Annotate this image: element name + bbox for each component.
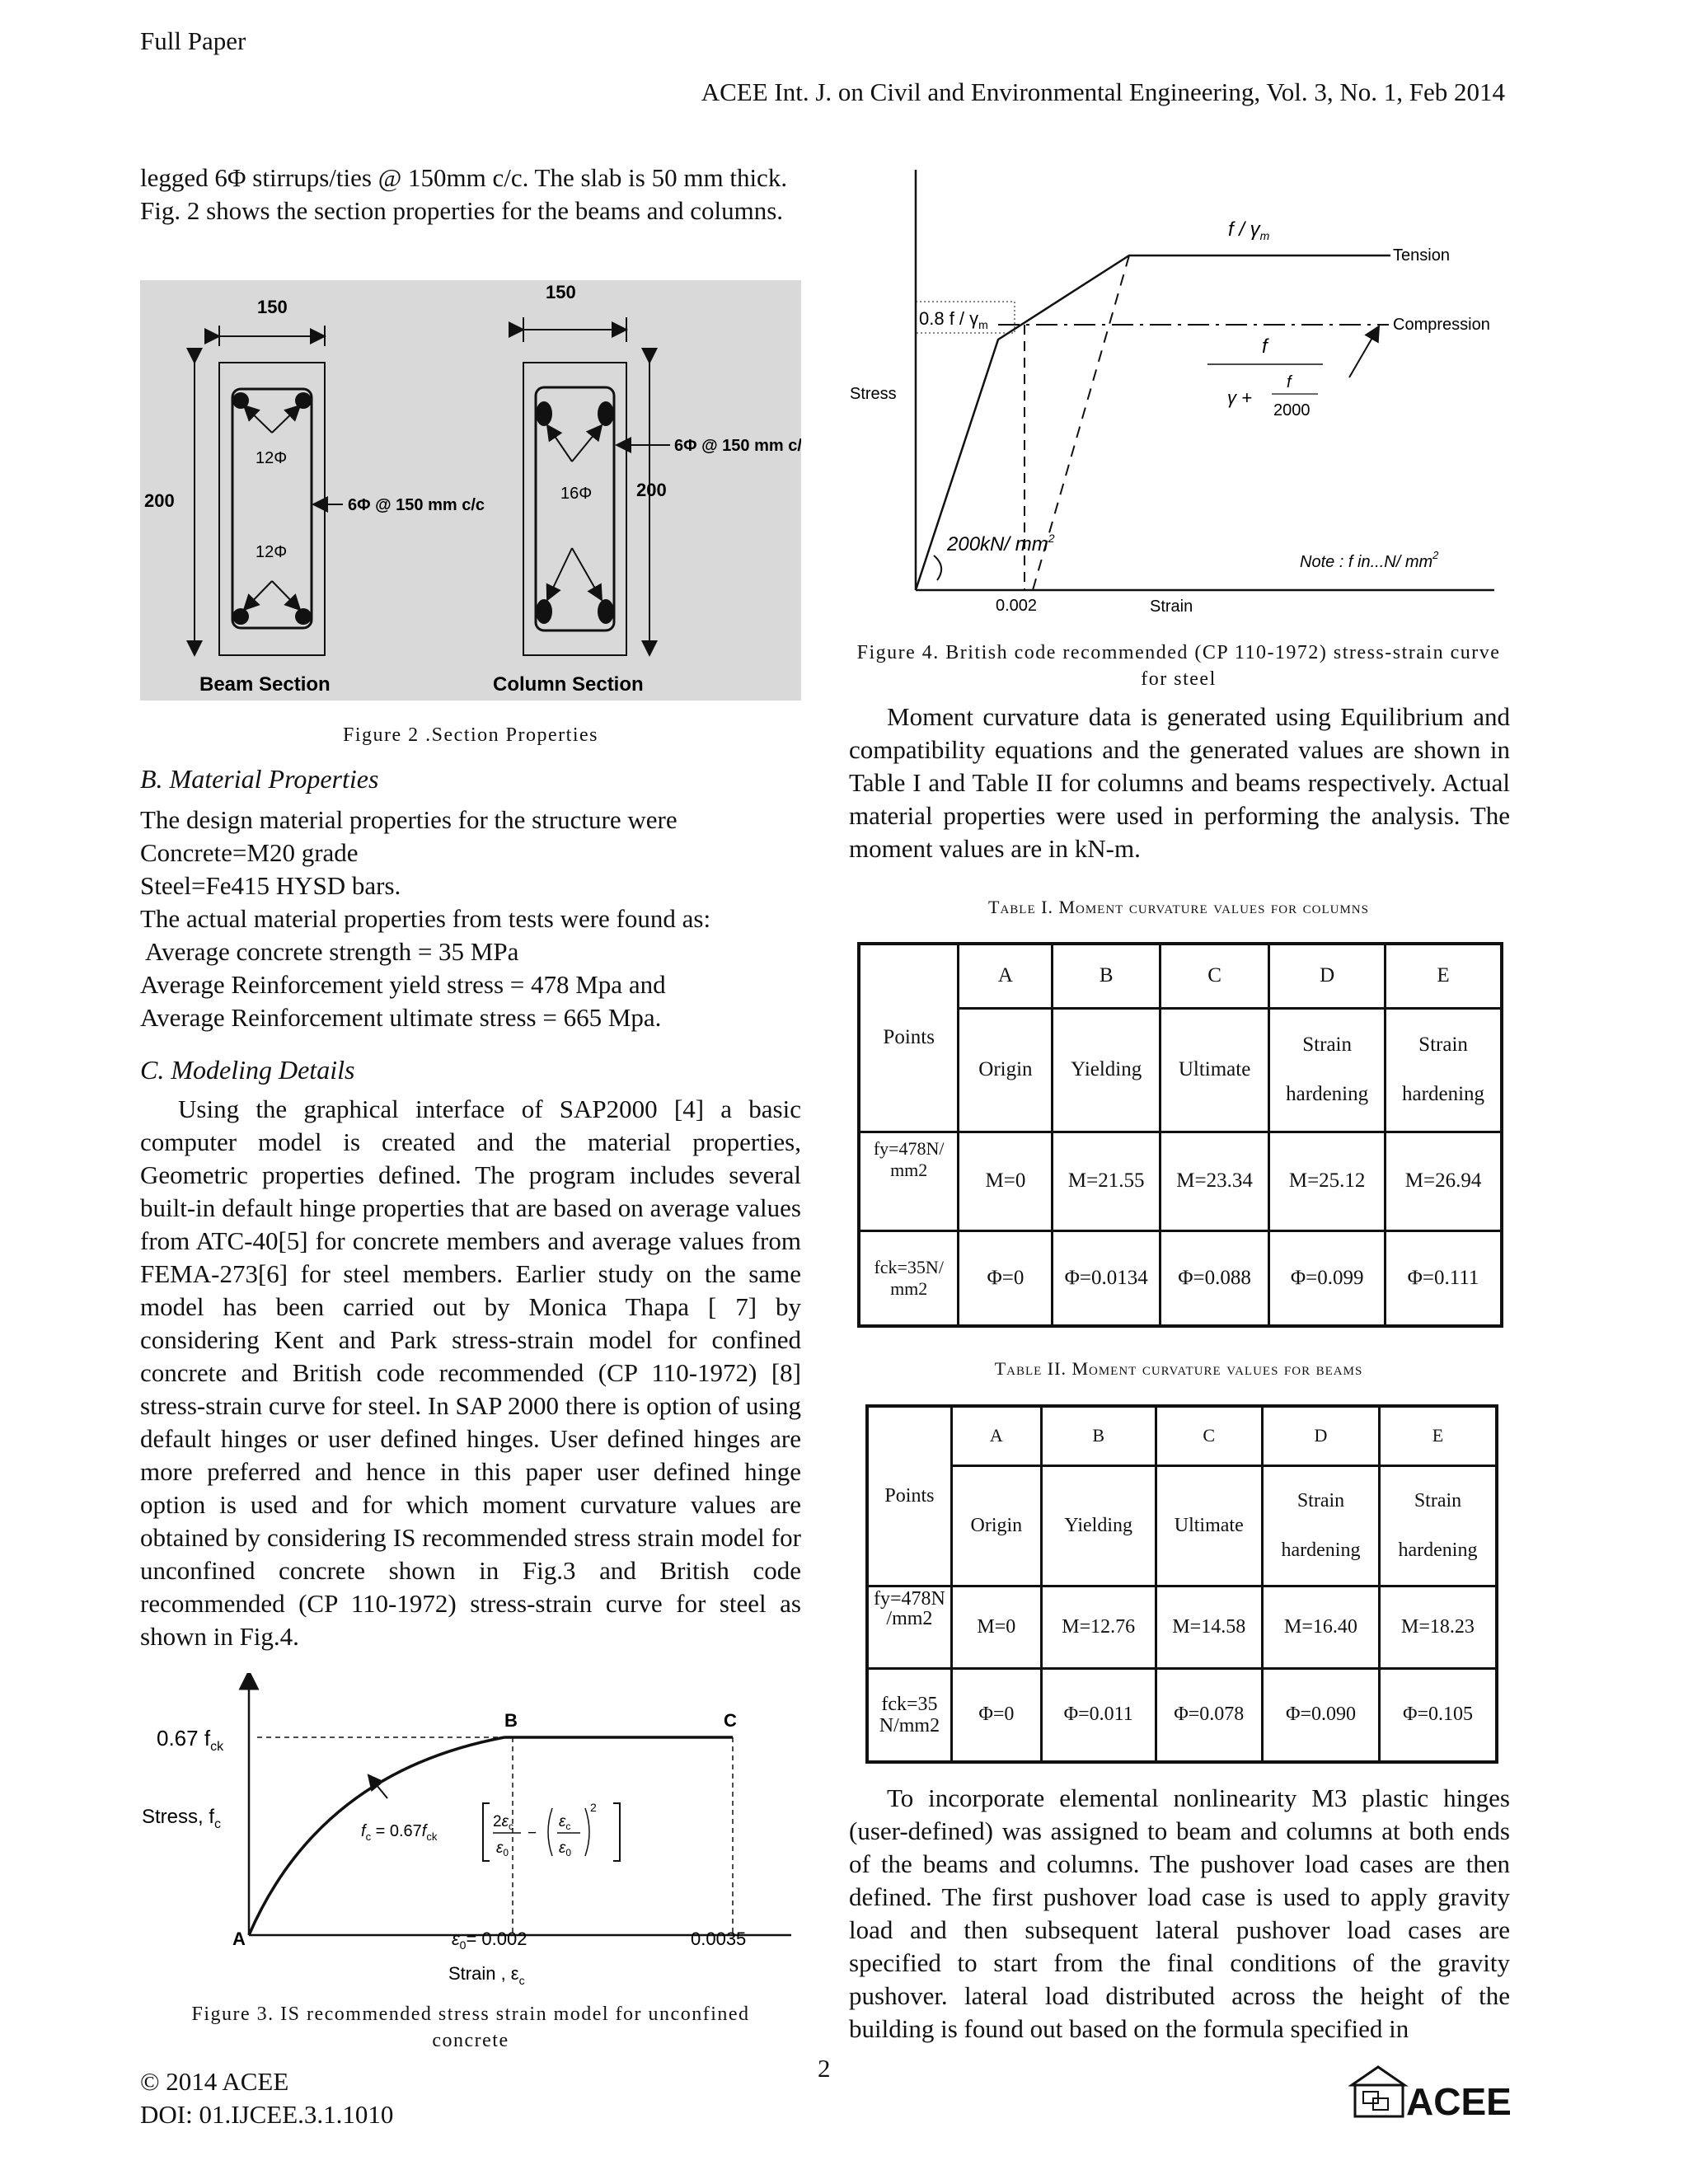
- figure-2-caption: Figure 2 .Section Properties: [343, 724, 598, 746]
- svg-text:−: −: [528, 1825, 537, 1842]
- table-cell: M=12.76: [1041, 1586, 1156, 1668]
- modulus-label: 200kN/ $mm^2$: [947, 532, 1055, 555]
- column-letter: E: [1379, 1406, 1497, 1465]
- table-cell: Φ=0.011: [1041, 1668, 1156, 1762]
- tension-label: Tension: [1393, 246, 1450, 265]
- column-section-label: Column Section: [493, 673, 644, 696]
- pushover-paragraph: [849, 1782, 1510, 2046]
- table-cell: M=23.34: [1160, 1132, 1268, 1230]
- material-line: The design material properties for the structure were: [140, 805, 678, 834]
- svg-text:2εc: $2\varepsilon_c$: [493, 1813, 513, 1832]
- svg-text:ε0: $\varepsilon_0$: [496, 1840, 509, 1858]
- note-label: Note : f in...N/ $mm^2$: [1300, 549, 1439, 571]
- svg-text:f: f: [1262, 335, 1268, 358]
- column-letter: C: [1156, 1406, 1263, 1465]
- column-bar: [536, 401, 552, 426]
- svg-text:ε0: $\varepsilon_0$: [559, 1840, 572, 1858]
- modeling-details-section: [140, 1053, 801, 1653]
- point-c-label: C: [724, 1710, 737, 1731]
- beam-depth-label: 200: [144, 490, 175, 511]
- table-cell: M=21.55: [1053, 1132, 1160, 1230]
- logo-text: ACEE: [1406, 2080, 1510, 2121]
- column-depth-label: 200: [636, 480, 667, 500]
- column-bars-label: 16Φ: [560, 485, 593, 503]
- eps0-label: $\varepsilon_0= 0.002$: [452, 1929, 528, 1952]
- strain-axis-label: Strain: [1150, 598, 1193, 616]
- page-number: 2: [818, 2054, 831, 2083]
- beam-bar: [232, 608, 249, 625]
- table-cell: M=26.94: [1386, 1132, 1502, 1230]
- column-width-label: 150: [546, 282, 576, 302]
- paragraph-text: Moment curvature data is generated using Equilibrium and compatibility equations and the generated values are shown in Table I and Table II for columns and beams respectively. Actual material properties were used in performing the analysis. The moment values are in kN-m.: [849, 702, 1510, 863]
- stage-label: Strain hardening: [1269, 1008, 1386, 1132]
- beam-stirrup: [232, 389, 312, 628]
- yield-stress-label: f / $\gamma_m$: [1228, 218, 1270, 242]
- doi-text: DOI: 01.IJCEE.3.1.1010: [140, 2100, 394, 2129]
- paper-type-label: Full Paper: [140, 26, 246, 55]
- figure-3-drawing: [140, 1673, 801, 2019]
- table-2-beams: [865, 1404, 1498, 1764]
- table-cell: M=16.40: [1263, 1586, 1380, 1668]
- material-line: Steel=Fe415 HYSD bars.: [140, 871, 401, 900]
- column-letter: E: [1386, 944, 1502, 1008]
- beam-stirrup-label: 6Φ @ 150 mm c/c: [348, 496, 485, 514]
- y-axis-label: Stress, $f_c$: [142, 1806, 222, 1831]
- column-letter: A: [959, 944, 1053, 1008]
- compression-label: Compression: [1393, 316, 1490, 334]
- concrete-formula: [361, 1801, 620, 1861]
- column-letter: A: [951, 1406, 1041, 1465]
- x-axis-label: Strain , $\varepsilon_c$: [448, 1963, 525, 1987]
- figure-2-drawing: [140, 280, 801, 701]
- svg-text:f: f: [1287, 373, 1292, 391]
- table-cell: M=14.58: [1156, 1586, 1263, 1668]
- stress-axis-label: Stress: [850, 385, 897, 403]
- copyright-text: © 2014 ACEE: [140, 2067, 289, 2096]
- intro-text: [140, 162, 801, 227]
- peak-stress-label: 0.67 $f_{ck}$: [157, 1726, 224, 1754]
- point-b-label: B: [504, 1710, 518, 1731]
- table-2-caption: Table II. Moment curvature values for beams: [994, 1358, 1363, 1379]
- row-label: fck=35N/ mm2: [859, 1230, 959, 1326]
- intro-line-2: Fig. 2 shows the section properties for the beams and columns.: [140, 196, 784, 225]
- table-cell: Φ=0.088: [1160, 1230, 1268, 1326]
- table-1-caption: Table I. Moment curvature values for columns: [988, 897, 1369, 917]
- column-bar: [598, 599, 614, 624]
- beam-top-bars-label: 12Φ: [256, 449, 288, 467]
- column-letter: B: [1053, 944, 1160, 1008]
- table-cell: M=0: [951, 1586, 1041, 1668]
- table-cell: Φ=0.0134: [1053, 1230, 1160, 1326]
- column-bar: [598, 401, 614, 426]
- stage-label: Strain hardening: [1379, 1465, 1497, 1586]
- column-tie-label: 6Φ @ 150 mm c/c: [674, 437, 801, 455]
- modeling-details-heading: C. Modeling Details: [140, 1055, 355, 1085]
- svg-text:γ +: γ +: [1227, 387, 1252, 408]
- table-cell: Φ=0: [951, 1668, 1041, 1762]
- material-line: Average Reinforcement ultimate stress = 665 Mpa.: [140, 1003, 662, 1032]
- table-cell: M=18.23: [1379, 1586, 1497, 1668]
- column-letter: D: [1269, 944, 1386, 1008]
- stage-label: Strain hardening: [1263, 1465, 1380, 1586]
- intro-line-1: legged 6Φ stirrups/ties @ 150mm c/c. The slab is 50 mm thick.: [140, 163, 788, 192]
- material-line: Average Reinforcement yield stress = 478 Mpa and: [140, 970, 666, 999]
- table-1-columns: [857, 942, 1503, 1328]
- table-cell: Φ=0: [959, 1230, 1053, 1326]
- compression-formula: [1207, 335, 1323, 419]
- beam-bar: [232, 392, 249, 409]
- material-properties-heading: B. Material Properties: [140, 764, 379, 794]
- journal-running-head: ACEE Int. J. on Civil and Environmental Engineering, Vol. 3, No. 1, Feb 2014: [701, 77, 1505, 106]
- row-label: fck=35 N/mm2: [867, 1668, 951, 1762]
- acee-logo: [1348, 2064, 1510, 2121]
- column-letter: D: [1263, 1406, 1380, 1465]
- beam-width-label: 150: [257, 297, 288, 317]
- table-cell: Φ=0.105: [1379, 1668, 1497, 1762]
- table-cell: Φ=0.090: [1263, 1668, 1380, 1762]
- beam-bottom-bars-label: 12Φ: [256, 543, 288, 561]
- beam-bar: [295, 608, 312, 625]
- stage-label: Strain hardening: [1386, 1008, 1502, 1132]
- points-header: Points: [859, 944, 959, 1132]
- table-cell: M=0: [959, 1132, 1053, 1230]
- table-cell: M=25.12: [1269, 1132, 1386, 1230]
- points-header: Points: [867, 1406, 951, 1586]
- yield-strain-label: 0.002: [996, 597, 1038, 615]
- figure-2-section-properties: [140, 280, 801, 701]
- stage-label: Ultimate: [1160, 1008, 1268, 1132]
- moment-curvature-paragraph: [849, 701, 1510, 865]
- material-properties-section: [140, 762, 801, 1034]
- figure-4-drawing: [845, 162, 1517, 623]
- stage-label: Ultimate: [1156, 1465, 1263, 1586]
- point-a-label: A: [232, 1929, 246, 1949]
- table-cell: Φ=0.099: [1269, 1230, 1386, 1326]
- modeling-details-text: Using the graphical interface of SAP2000 [4] a basic computer model is created and the material properties, Geometric properties defined. The program includes several built-in default hinge properties that are based on average values from ATC-40[5] for concrete members and average values from FEMA-273[6] for steel members. Earlier study on the same model has been carried out by Monica Thapa [ 7] by considering Kent and Park stress-strain model for confined concrete and British code recommended (CP 110-1972) [8] stress-strain curve for steel. In SAP 2000 there is option of using default hinges or user defined hinges. User defined hinges are more preferred and hence in this paper user defined hinge option is used and for which moment curvature values are obtained by considering IS recommended stress strain model for unconfined concrete shown in Fig.3 and British code recommended (CP 110-1972) stress-strain curve for steel as shown in Fig.4.: [140, 1094, 801, 1651]
- row-label: fy=478N /mm2: [867, 1586, 951, 1668]
- row-label: fy=478N/ mm2: [859, 1132, 959, 1230]
- figure-4-steel-model: [845, 162, 1517, 623]
- column-letter: B: [1041, 1406, 1156, 1465]
- svg-text:2000: 2000: [1273, 401, 1311, 419]
- ultimate-strain-label: 0.0035: [691, 1929, 747, 1949]
- figure-3-caption: Figure 3. IS recommended stress strain model for unconfined concrete: [191, 2004, 750, 2051]
- stage-label: Origin: [951, 1465, 1041, 1586]
- svg-text:fc = 0.67fck: $f_c = 0.67f_{ck}$: [361, 1822, 438, 1843]
- column-bar: [536, 599, 552, 624]
- figure-4-caption: Figure 4. British code recommended (CP 110-1972) stress-strain curve for steel: [856, 642, 1501, 690]
- beam-section-label: Beam Section: [199, 673, 331, 696]
- compression-stress-label: 0.8 f / $\gamma_m$: [919, 308, 988, 331]
- table-cell: Φ=0.078: [1156, 1668, 1263, 1762]
- footer-copyright-block: [140, 2065, 393, 2131]
- svg-text:εc: $\varepsilon_c$: [559, 1813, 571, 1832]
- column-letter: C: [1160, 944, 1268, 1008]
- svg-text:2: 2: [590, 1801, 597, 1814]
- paragraph-text: To incorporate elemental nonlinearity M3 plastic hinges (user-defined) was assigned to beam and columns at both ends of the beams and columns. The pushover load cases are then defined. The first pushover load case is used to apply gravity load and then subsequent lateral pushover load cases are specified to start from the final conditions of the gravity pushover. lateral load distributed across the height of the building is found out based on the formula specified in: [849, 1783, 1510, 2043]
- stage-label: Yielding: [1053, 1008, 1160, 1132]
- material-line: Concrete=M20 grade: [140, 838, 359, 867]
- figure-3-concrete-model: [140, 1673, 801, 2019]
- acee-logo-mark: [1348, 2064, 1510, 2121]
- stage-label: Origin: [959, 1008, 1053, 1132]
- material-line: Average concrete strength = 35 MPa: [140, 937, 519, 966]
- beam-bar: [295, 392, 312, 409]
- material-line: The actual material properties from tests were found as:: [140, 904, 711, 933]
- table-cell: Φ=0.111: [1386, 1230, 1502, 1326]
- stage-label: Yielding: [1041, 1465, 1156, 1586]
